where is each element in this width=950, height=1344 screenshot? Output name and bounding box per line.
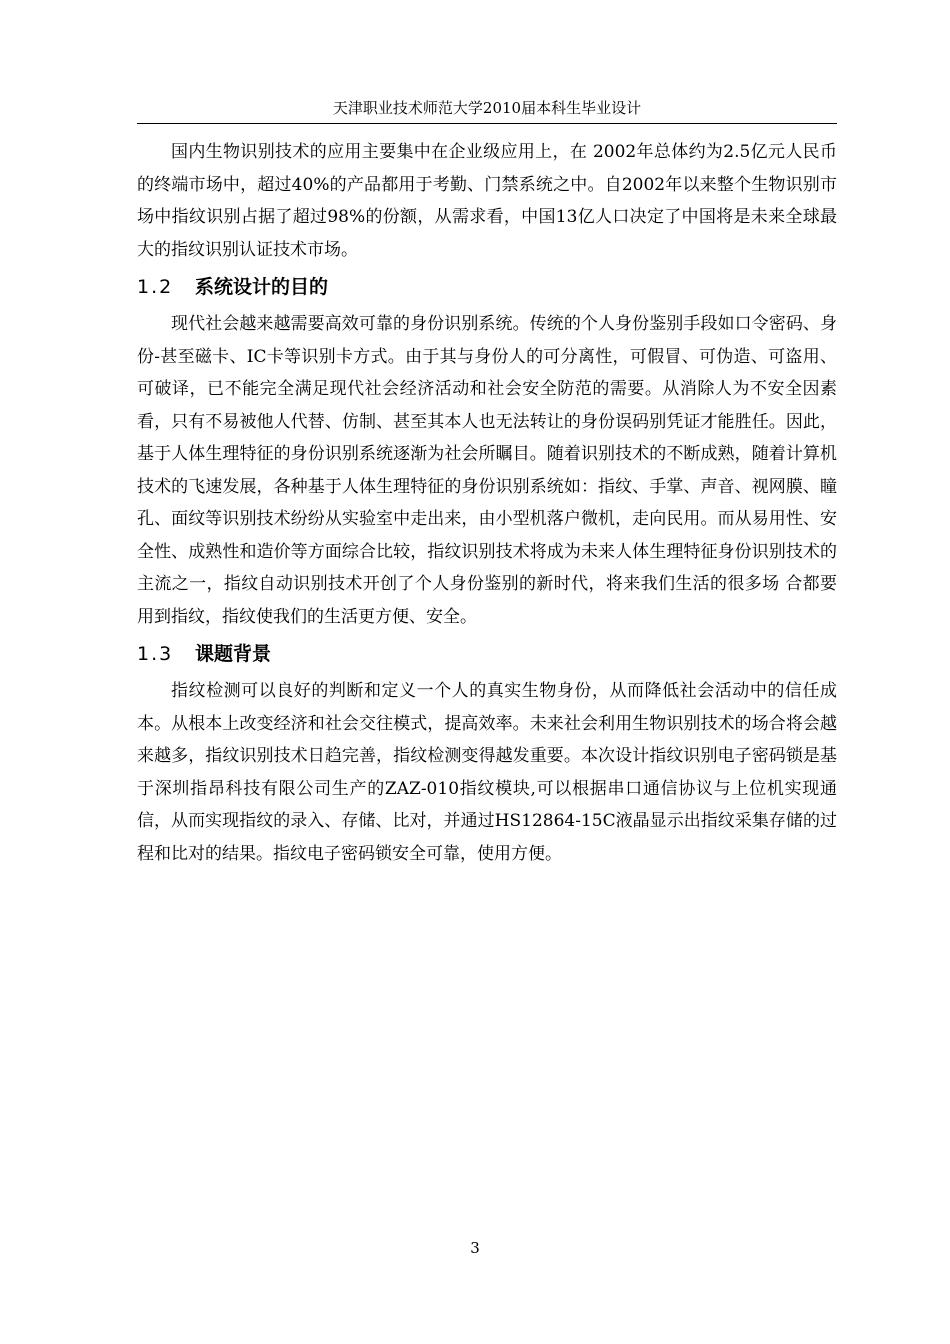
- section-heading-1-3: [137, 633, 837, 675]
- section-heading-1-2: [137, 266, 837, 308]
- section-title: 系统设计的目的: [195, 276, 329, 298]
- section-title: 课题背景: [195, 643, 272, 665]
- intro-paragraph: 国内生物识别技术的应用主要集中在企业级应用上，在 2002年总体约为2.5亿元人民币的终端市场中，超过40%的产品都用于考勤、门禁系统之中。自2002年以来整个生物识别市场中指纹识别占据了超过98%的份额，从需求看，中国13亿人口决定了中国将是未来全球最大的指纹识别认证技术市场。: [137, 142, 837, 260]
- page-number: 3: [470, 1239, 480, 1257]
- section-number: 1.2: [137, 276, 174, 298]
- running-header: 天津职业技术师范大学2010届本科生毕业设计: [332, 99, 642, 117]
- page-content: [137, 136, 837, 870]
- section-1-3-paragraph: 指纹检测可以良好的判断和定义一个人的真实生物身份，从而降低社会活动中的信任成本。从根本上改变经济和社会交往模式，提高效率。未来社会利用生物识别技术的场合将会越来越多，指纹识别技术日趋完善，指纹检测变得越发重要。本次设计指纹识别电子密码锁是基于深圳指昂科技有限公司生产的ZAZ-010指纹模块,可以根据串口通信协议与上位机实现通信，从而实现指纹的录入、存储、比对，并通过HS12864-15C液晶显示出指纹采集存储的过程和比对的结果。指纹电子密码锁安全可靠，使用方便。: [137, 681, 837, 864]
- section-number: 1.3: [137, 643, 174, 665]
- header-rule: [137, 123, 837, 124]
- section-1-2-paragraph: 现代社会越来越需要高效可靠的身份识别系统。传统的个人身份鉴别手段如口令密码、身份-甚至磁卡、IC卡等识别卡方式。由于其与身份人的可分离性，可假冒、可伪造、可盗用、可破译，已不能完全满足现代社会经济活动和社会安全防范的需要。从消除人为不安全因素看，只有不易被他人代替、仿制、甚至其本人也无法转让的身份误码别凭证才能胜任。因此，基于人体生理特征的身份识别系统逐渐为社会所瞩目。随着识别技术的不断成熟，随着计算机技术的飞速发展，各种基于人体生理特征的身份识别系统如：指纹、手掌、声音、视网膜、瞳孔、面纹等识别技术纷纷从实验室中走出来，由小型机落户微机，走向民用。而从易用性、安全性、成熟性和造价等方面综合比较，指纹识别技术将成为未来人体生理特征身份识别技术的主流之一，指纹自动识别技术开创了个人身份鉴别的新时代，将来我们生活的很多场 合都要用到指纹，指纹使我们的生活更方便、安全。: [137, 314, 837, 627]
